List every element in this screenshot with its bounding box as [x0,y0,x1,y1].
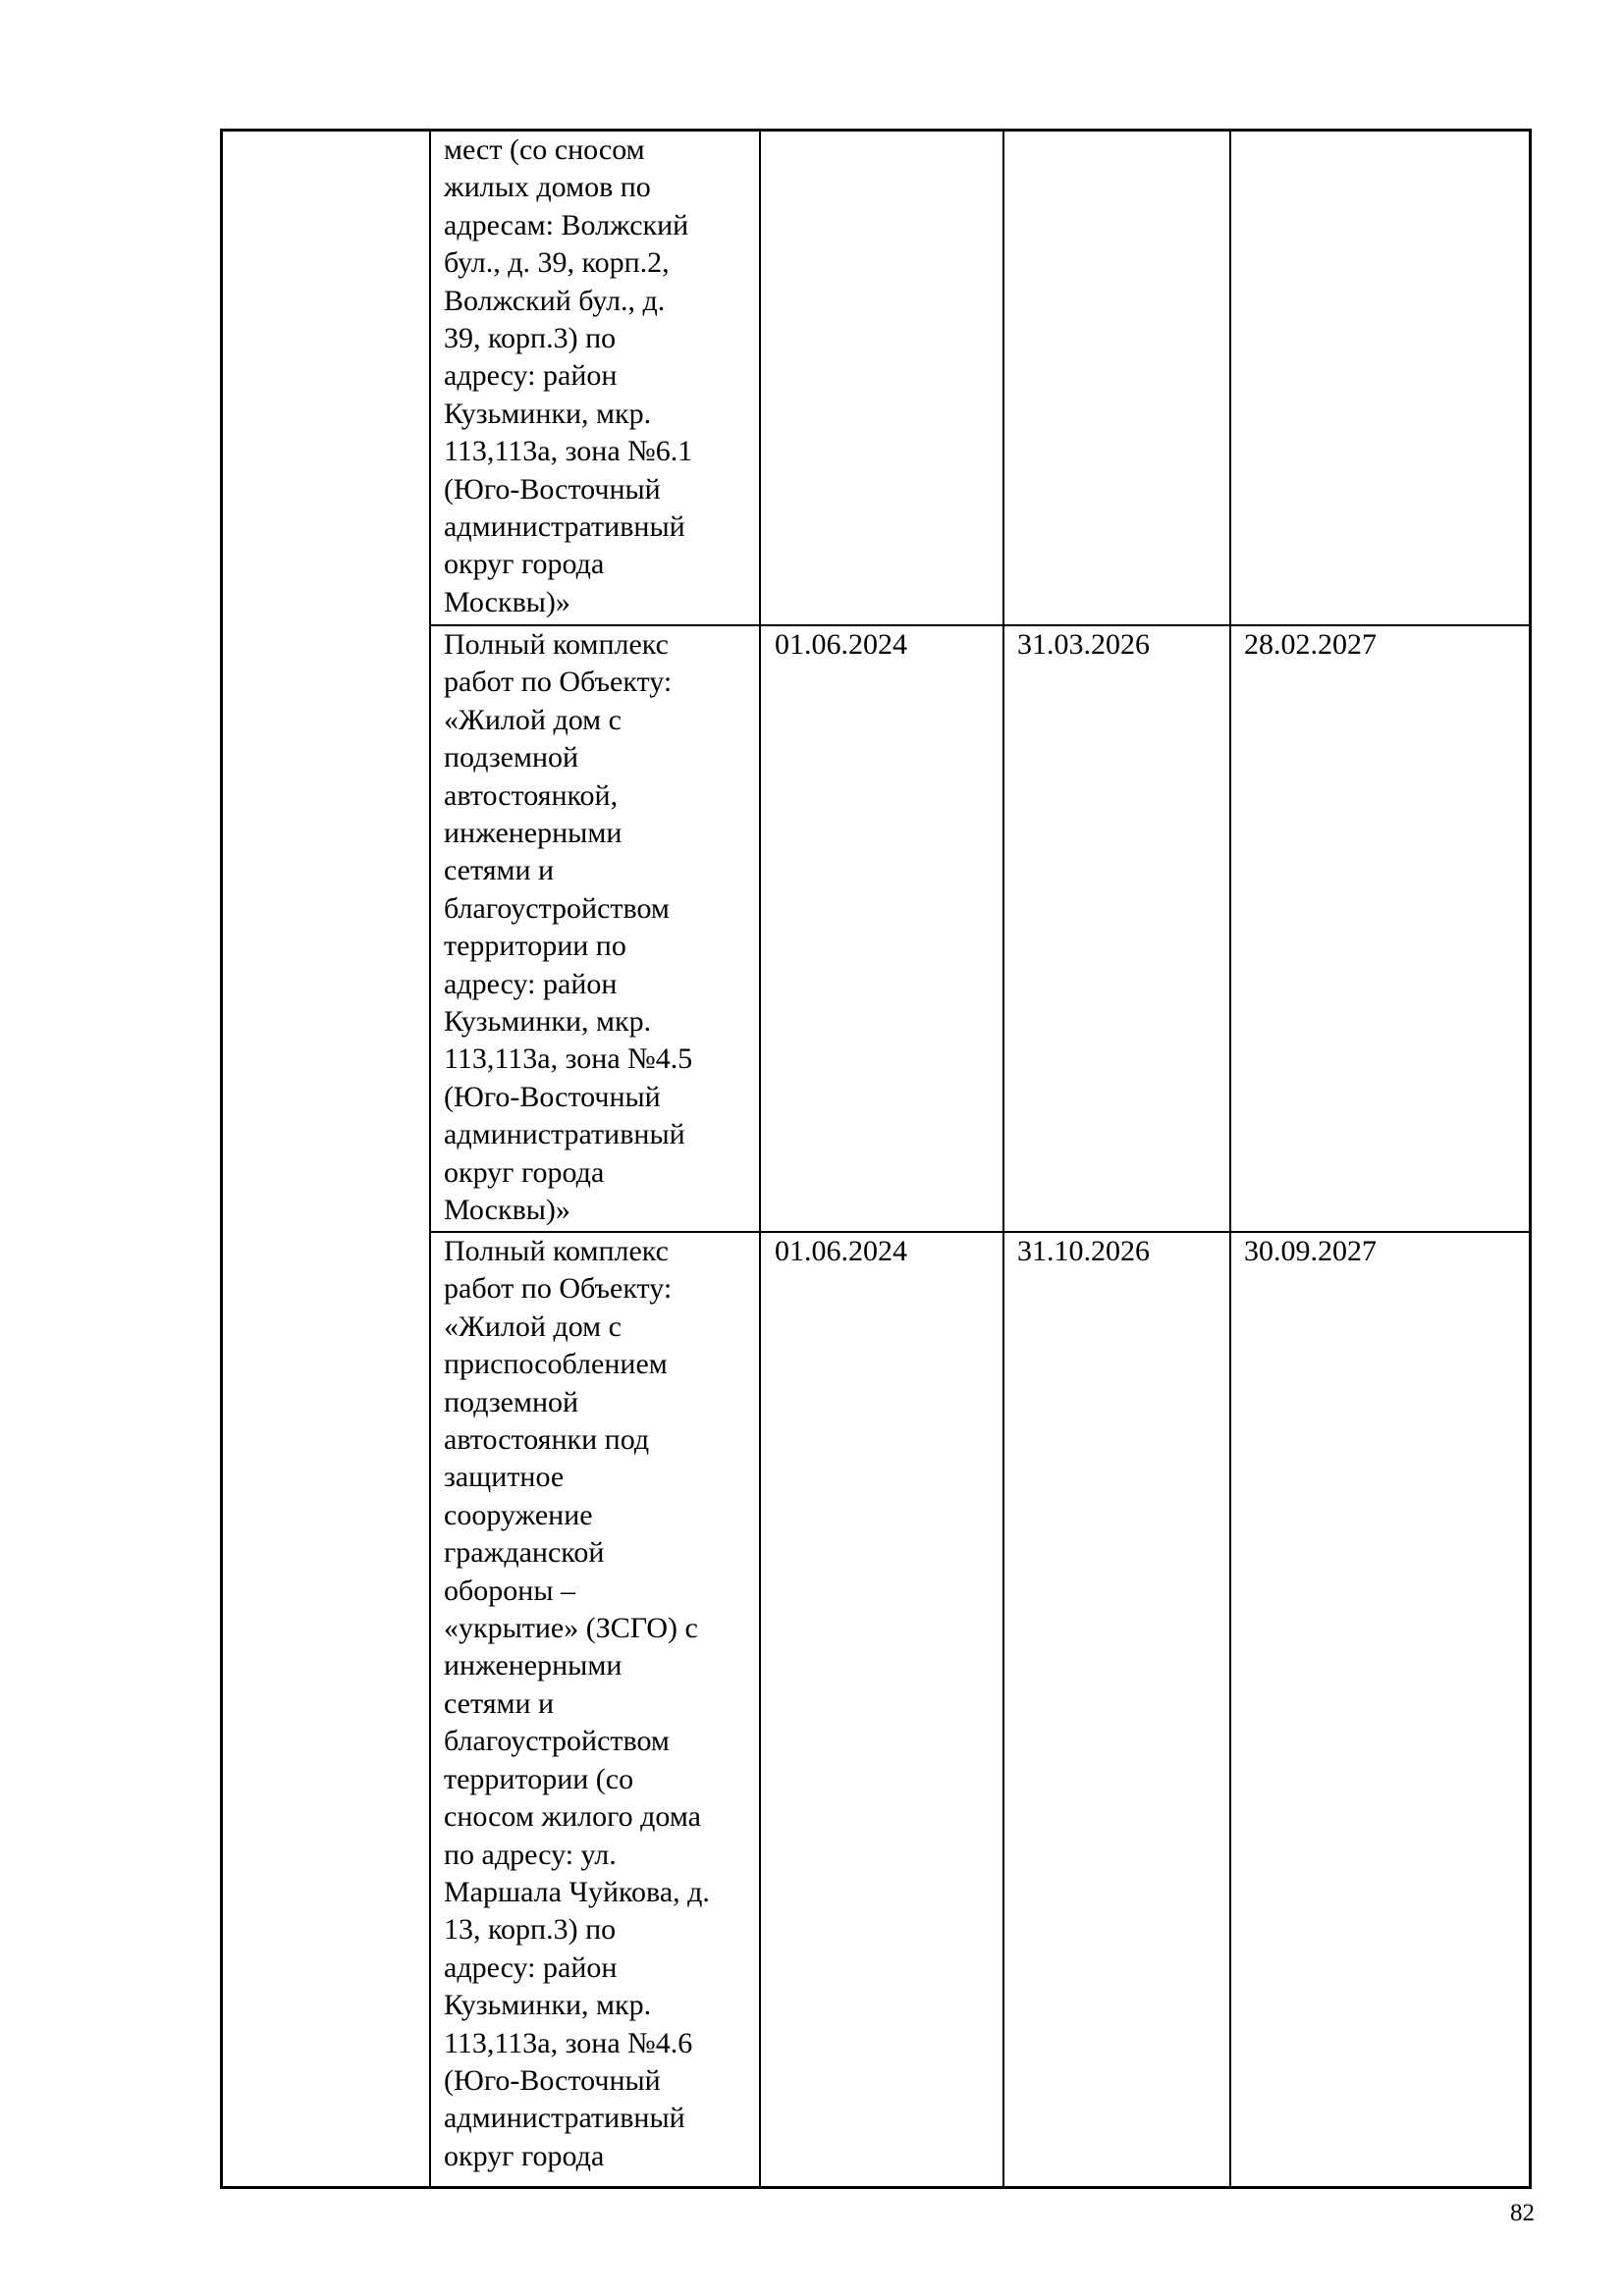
table-row-1-description: мест (со сносом жилых домов по адресам: Волжский бул., д. 39, корп.2, Волжский бул., д. 39, корп.3) по адресу: район Кузьминки, мкр. 113,113а, зона №6.1 (Юго-Восточный административный округ города Москвы)» [444,133,693,618]
table-row-2-commission-date: 28.02.2027 [1244,628,1377,661]
table-row-3-commission-date: 30.09.2027 [1244,1235,1377,1267]
table-row-2-start-date: 01.06.2024 [775,628,907,661]
table-row-3-description: Полный комплекс работ по Объекту: «Жилой дом с приспособлением подземной автостоянки под защитное сооружение гражданской обороны – «укрытие» (ЗСГО) с инженерными сетями и благоустройством территории (со сносом жилого дома по адресу: ул. Маршала Чуйкова, д. 13, корп.3) по адресу: район Кузьминки, мкр. 113,113а, зона №4.6 (Юго-Восточный административный округ города [444,1235,710,2172]
column-divider [1002,129,1004,2189]
column-divider [1229,129,1231,2189]
table-row-3-end-date: 31.10.2026 [1017,1235,1150,1267]
column-divider [759,129,761,2189]
column-divider [429,129,431,2189]
table-row-2-description: Полный комплекс работ по Объекту: «Жилой дом с подземной автостоянкой, инженерными сетями и благоустройством территории по адресу: район Кузьминки, мкр. 113,113а, зона №4.5 (Юго-Восточный административный округ города Москвы)» [444,628,693,1227]
table-row-3-start-date: 01.06.2024 [775,1235,907,1267]
page-number: 82 [1510,2200,1535,2226]
table-row-2-end-date: 31.03.2026 [1017,628,1150,661]
table-frame [220,129,1532,2189]
